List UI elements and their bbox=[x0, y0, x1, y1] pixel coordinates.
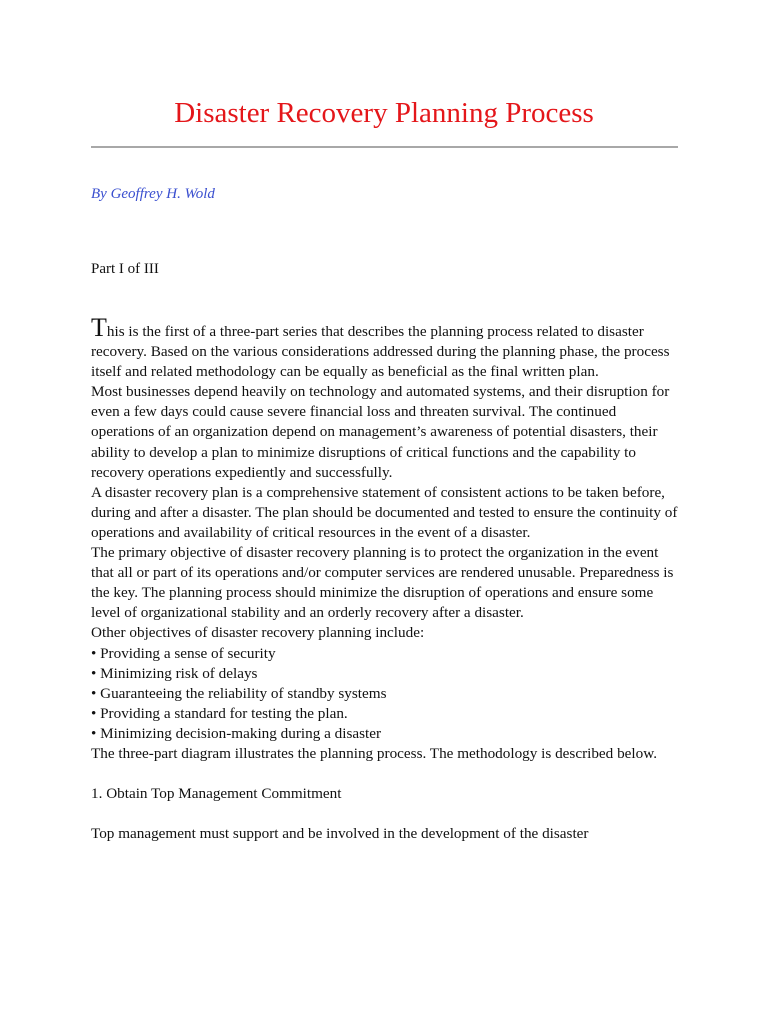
part-label: Part I of III bbox=[91, 261, 159, 277]
intro-paragraph bbox=[91, 313, 681, 382]
author-byline: By Geoffrey H. Wold bbox=[91, 186, 215, 202]
paragraph-other-objectives: Other objectives of disaster recovery planning include: bbox=[91, 624, 425, 642]
objective-bullet: • Providing a sense of security bbox=[91, 644, 276, 662]
objective-bullet: • Providing a standard for testing the plan. bbox=[91, 704, 348, 722]
paragraph-plan-definition: A disaster recovery plan is a comprehensive statement of consistent actions to be taken before, during and after a disaster. The plan should be documented and tested to ensure the continuity of operations and availability of critical resources in the event of a disaster. bbox=[91, 483, 678, 541]
objective-bullet: • Guaranteeing the reliability of standby systems bbox=[91, 684, 387, 702]
article-body bbox=[91, 313, 681, 844]
article-title: Disaster Recovery Planning Process bbox=[174, 97, 594, 129]
objective-bullet: • Minimizing risk of delays bbox=[91, 664, 258, 682]
paragraph-diagram: The three-part diagram illustrates the planning process. The methodology is described below. bbox=[91, 744, 657, 762]
section-1-heading: 1. Obtain Top Management Commitment bbox=[91, 785, 342, 803]
spacer bbox=[91, 764, 681, 784]
title-divider bbox=[91, 146, 678, 148]
paragraph-primary-objective: The primary objective of disaster recovery planning is to protect the organization in the event that all or part of its operations and/or computer services are rendered unusable. Preparedness is the key. The planning process should minimize the disruption of operations and ensure some level of organizational stability and an orderly recovery after a disaster. bbox=[91, 544, 674, 622]
spacer bbox=[91, 804, 681, 824]
objective-bullet: • Minimizing decision-making during a disaster bbox=[91, 724, 382, 742]
paragraph-technology: Most businesses depend heavily on technology and automated systems, and their disruption for even a few days could cause severe financial loss and threaten survival. The continued operations of an organization depend on management’s awareness of potential disasters, their ability to develop a plan to minimize disruptions of critical functions and the capability to recovery operations expediently and successfully. bbox=[91, 383, 670, 481]
section-1-text: Top management must support and be involved in the development of the disaster bbox=[91, 825, 589, 843]
intro-text: his is the first of a three-part series that describes the planning process related to disaster recovery. Based on the various considerations addressed during the planning phase, the process itself and related methodology can be equally as beneficial as the final written plan. bbox=[91, 323, 670, 381]
drop-cap: T bbox=[91, 313, 107, 342]
